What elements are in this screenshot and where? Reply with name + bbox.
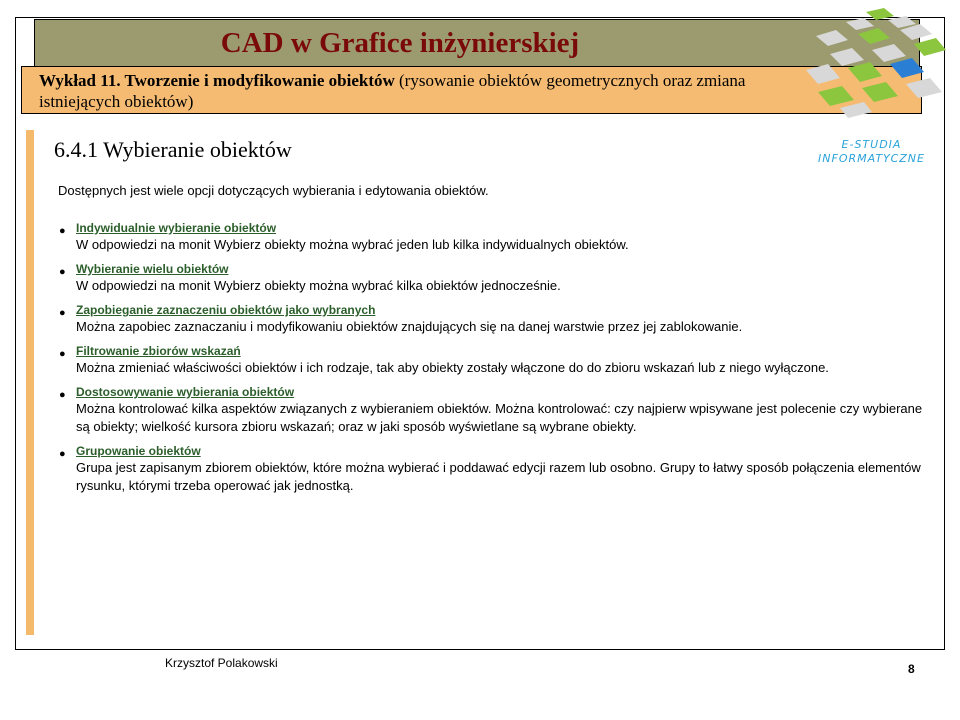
subtitle-bar	[21, 66, 922, 114]
logo-tiles	[806, 8, 946, 118]
bullet-icon: ●	[59, 389, 66, 401]
list-item	[58, 221, 938, 254]
accent-stripe	[26, 130, 34, 635]
logo-caption	[814, 138, 929, 166]
logo-line-2: INFORMATYCZNE	[818, 152, 925, 165]
list-item	[58, 444, 938, 495]
logo-line-1: E-STUDIA	[841, 138, 902, 151]
topic-description: W odpowiedzi na monit Wybierz obiekty można wybrać kilka obiektów jednocześnie.	[76, 278, 561, 293]
topic-description: Można kontrolować kilka aspektów związanych z wybieraniem obiektów. Można kontrolować: czy najpierw wpisywane jest polecenie czy wybierane są obiekty; wielkość kursora zbioru wskazań; oraz w jaki sposób wyświetlane są wybrane obiekty.	[76, 401, 923, 434]
topic-link-group-objects[interactable]: Grupowanie obiektów	[76, 444, 201, 458]
page-number: 8	[908, 662, 915, 676]
bullet-icon: ●	[59, 448, 66, 460]
topic-list	[58, 221, 938, 503]
bullet-icon: ●	[59, 307, 66, 319]
topic-link-multiple-selection[interactable]: Wybieranie wielu obiektów	[76, 262, 229, 276]
footer-author: Krzysztof Polakowski	[165, 656, 278, 670]
lecture-topic: (rysowanie obiektów geometrycznych oraz zmiana istniejących obiektów)	[39, 71, 746, 111]
lecture-subtitle	[39, 70, 799, 112]
topic-description: Można zapobiec zaznaczaniu i modyfikowaniu obiektów znajdujących się na danej warstwie przez jej zablokowanie.	[76, 319, 743, 334]
bullet-icon: ●	[59, 225, 66, 237]
topic-description: W odpowiedzi na monit Wybierz obiekty można wybrać jeden lub kilka indywidualnych obiektów.	[76, 237, 629, 252]
page-title: CAD w Grafice inżynierskiej	[220, 27, 580, 59]
intro-text: Dostępnych jest wiele opcji dotyczących wybierania i edytowania obiektów.	[58, 183, 489, 198]
list-item	[58, 385, 938, 436]
lecture-number: Wykład 11. Tworzenie i modyfikowanie obiektów	[39, 71, 395, 90]
topic-description: Grupa jest zapisanym zbiorem obiektów, które można wybierać i poddawać edycji razem lub osobno. Grupy to łatwy sposób połączenia elementów rysunku, którymi trzeba operować jak jednostką.	[76, 460, 921, 493]
topic-description: Można zmieniać właściwości obiektów i ich rodzaje, tak aby obiekty zostały włączone do do zbioru wskazań lub z niego wyłączone.	[76, 360, 829, 375]
topic-link-individual-selection[interactable]: Indywidualnie wybieranie obiektów	[76, 221, 277, 235]
e-studia-logo-icon	[806, 8, 948, 124]
title-bar	[34, 19, 920, 67]
topic-link-prevent-selection[interactable]: Zapobieganie zaznaczeniu obiektów jako wybranych	[76, 303, 376, 317]
bullet-icon: ●	[59, 348, 66, 360]
section-title: 6.4.1 Wybieranie obiektów	[54, 137, 292, 162]
list-item	[58, 262, 938, 295]
bullet-icon: ●	[59, 266, 66, 278]
list-item	[58, 303, 938, 336]
topic-link-customize-selection[interactable]: Dostosowywanie wybierania obiektów	[76, 385, 295, 399]
topic-link-filter-selection-sets[interactable]: Filtrowanie zbiorów wskazań	[76, 344, 241, 358]
list-item	[58, 344, 938, 377]
